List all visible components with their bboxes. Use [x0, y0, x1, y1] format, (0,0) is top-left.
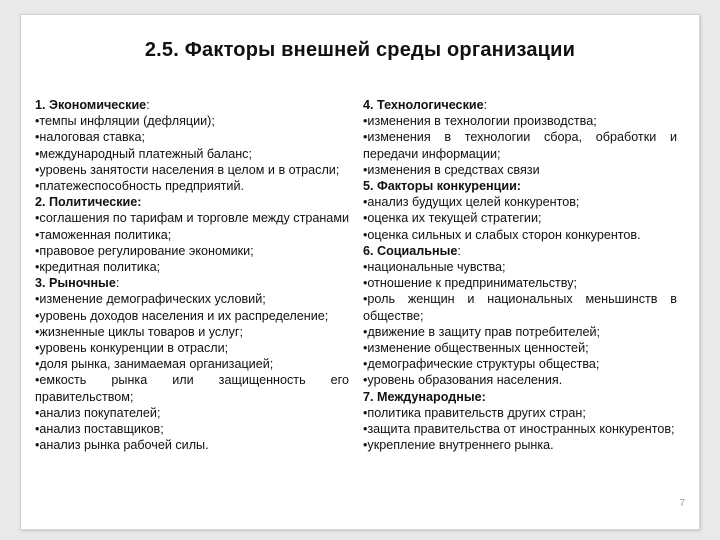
list-item: •анализ поставщиков; — [35, 422, 164, 437]
list-item: •уровень занятости населения в целом и в отрасли; — [35, 162, 340, 177]
list-item: •налоговая ставка; — [35, 130, 145, 145]
left-column — [35, 97, 349, 453]
slide-title: 2.5. Факторы внешней среды организации — [144, 39, 576, 61]
list-item: •анализ будущих целей конкурентов; — [363, 195, 580, 210]
section-heading-international: 7. Международные: — [363, 389, 486, 404]
list-item: •укрепление внутреннего рынка. — [363, 438, 554, 453]
list-item: •анализ рынка рабочей силы. — [35, 438, 209, 453]
list-item: •оценка их текущей стратегии; — [363, 211, 542, 226]
list-item: •изменение демографических условий; — [35, 292, 266, 307]
list-item: •таможенная политика; — [35, 227, 172, 242]
section-heading-market: 3. Рыночные: — [35, 276, 120, 291]
list-item: •уровень доходов населения и их распределение; — [35, 308, 329, 323]
list-item: •национальные чувства; — [363, 260, 506, 275]
page-number: 7 — [679, 498, 685, 509]
section-heading-social: 6. Социальные: — [363, 243, 461, 258]
list-item: •правовое регулирование экономики; — [35, 243, 254, 258]
list-item: •изменения в технологии сбора, обработки и передачи информации; — [363, 130, 677, 161]
list-item: •демографические структуры общества; — [363, 357, 600, 372]
list-item: •политика правительств других стран; — [363, 405, 586, 420]
list-item: •емкость рынка или защищенность его правительством; — [35, 373, 349, 404]
list-item: •движение в защиту прав потребителей; — [363, 324, 601, 339]
list-item: •кредитная политика; — [35, 260, 161, 275]
list-item: •защита правительства от иностранных конкурентов; — [363, 422, 675, 437]
section-heading-economic: 1. Экономические: — [35, 98, 150, 112]
list-item: •жизненные циклы товаров и услуг; — [35, 324, 243, 339]
list-item: •соглашения по тарифам и торговле между странами — [35, 211, 350, 226]
list-item: •уровень образования населения. — [363, 373, 563, 388]
list-item: •отношение к предпринимательству; — [363, 276, 578, 291]
section-heading-technological: 4. Технологические: — [363, 98, 488, 112]
list-item: •изменения в технологии производства; — [363, 114, 597, 129]
section-heading-competition: 5. Факторы конкуренции: — [363, 179, 521, 194]
slide — [20, 14, 700, 530]
list-item: •изменения в средствах связи — [363, 162, 540, 177]
list-item: •анализ покупателей; — [35, 405, 161, 420]
section-heading-political: 2. Политические: — [35, 195, 142, 210]
list-item: •доля рынка, занимаемая организацией; — [35, 357, 274, 372]
list-item: •изменение общественных ценностей; — [363, 341, 589, 356]
list-item: •платежеспособность предприятий. — [35, 179, 244, 194]
list-item: •роль женщин и национальных меньшинств в обществе; — [363, 292, 677, 323]
list-item: •уровень конкуренции в отрасли; — [35, 341, 229, 356]
right-column — [363, 97, 677, 453]
list-item: •оценка сильных и слабых сторон конкурентов. — [363, 227, 641, 242]
list-item: •международный платежный баланс; — [35, 146, 252, 161]
list-item: •темпы инфляции (дефляции); — [35, 114, 215, 129]
